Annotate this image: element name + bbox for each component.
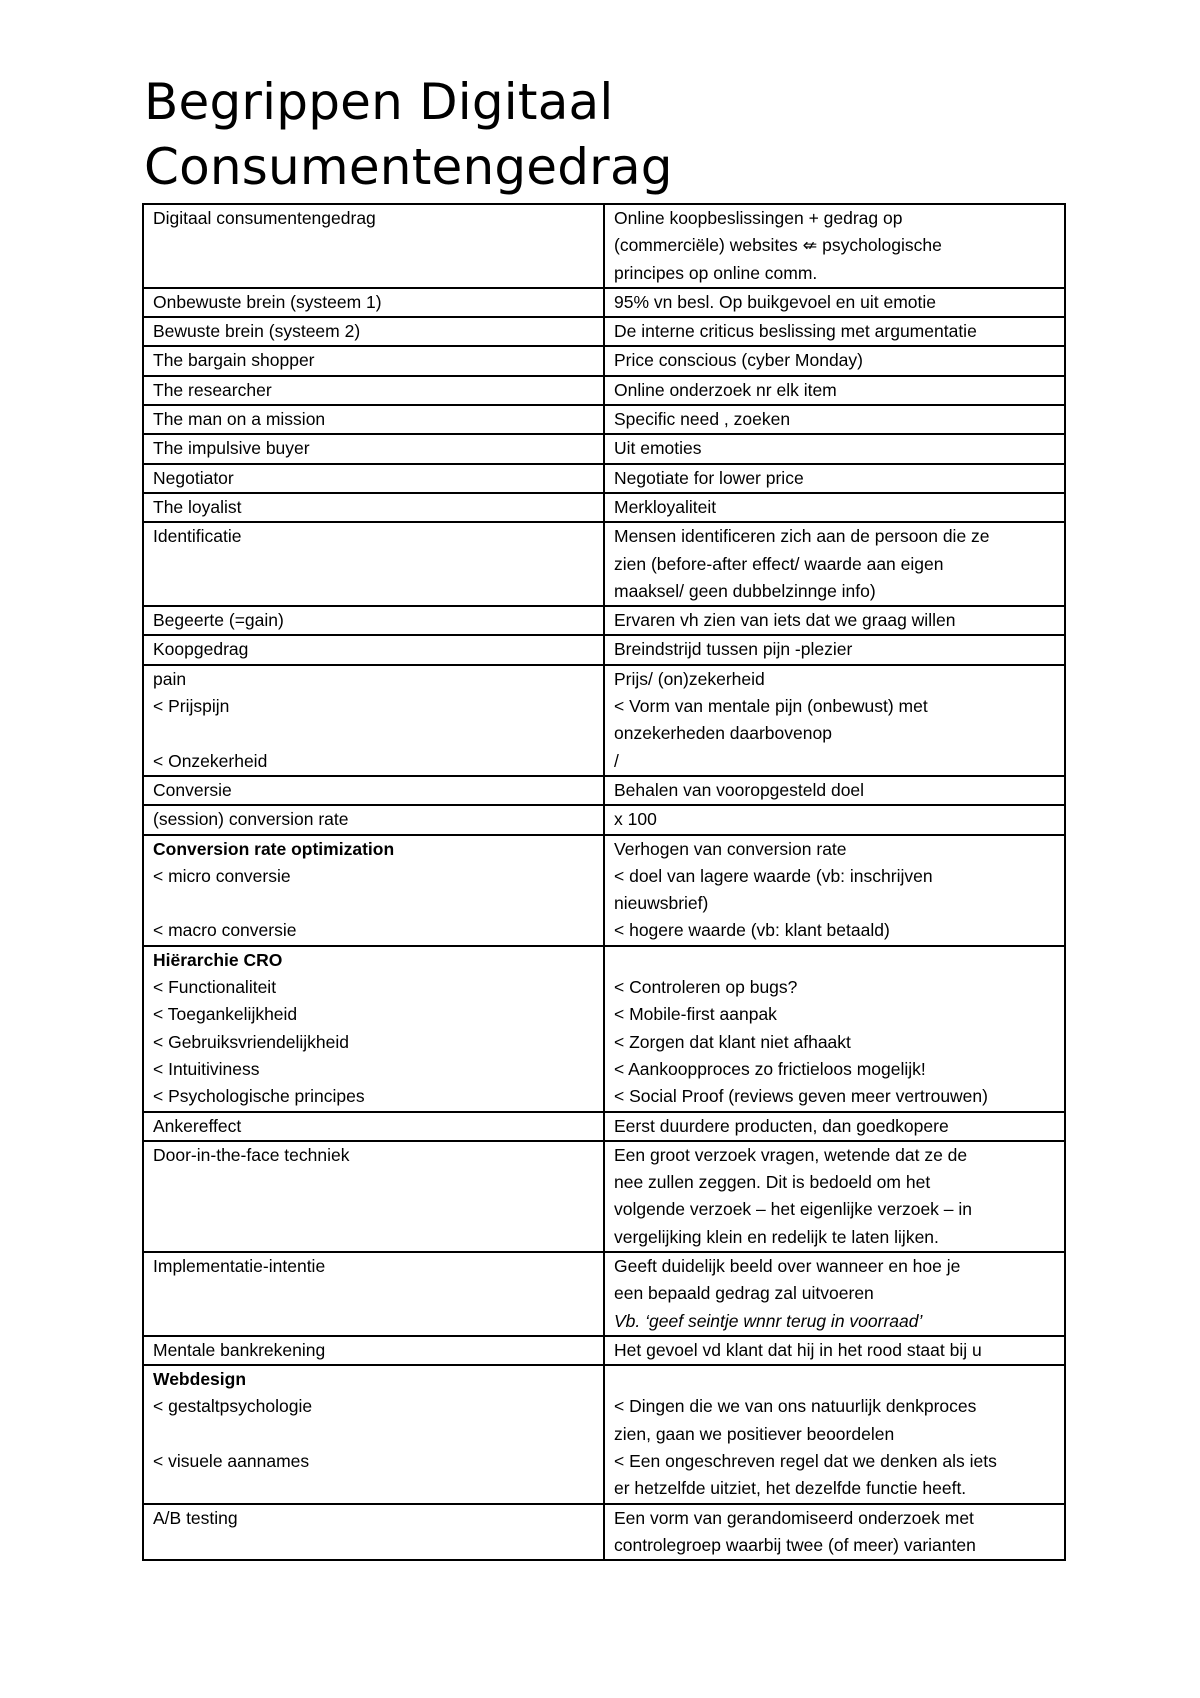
definition-line: onzekerheden daarbovenop xyxy=(614,723,832,744)
definition-line: Online onderzoek nr elk item xyxy=(614,379,837,400)
definition-line: Online koopbeslissingen + gedrag op xyxy=(614,208,903,228)
term-cell xyxy=(143,805,604,834)
definition-cell xyxy=(604,1141,1065,1252)
term-cell xyxy=(143,405,604,434)
definition-line: zien (before-after effect/ waarde aan eigen xyxy=(614,553,944,574)
term-line: Conversie xyxy=(153,779,232,800)
term-line: The bargain shopper xyxy=(153,350,315,371)
title-line: Begrippen Digitaal xyxy=(144,73,614,131)
definition-cell xyxy=(604,493,1065,522)
term-line: A/B testing xyxy=(153,1507,238,1528)
term-line: Onbewuste brein (systeem 1) xyxy=(153,291,382,312)
term-line: Begeerte (=gain) xyxy=(153,610,284,631)
definition-line: Een groot verzoek vragen, wetende dat ze de xyxy=(614,1144,968,1165)
term-cell xyxy=(143,493,604,522)
definition-line: < hogere waarde (vb: klant betaald) xyxy=(614,920,890,941)
definition-line: principes op online comm. xyxy=(614,262,818,283)
definition-line: Prijs/ (on)zekerheid xyxy=(614,668,765,689)
table-row xyxy=(143,204,1065,288)
definition-cell xyxy=(604,1365,1065,1503)
definition-cell xyxy=(604,946,1065,1112)
term-cell xyxy=(143,464,604,493)
term-line: Digitaal consumentengedrag xyxy=(153,208,376,228)
table-row xyxy=(143,1336,1065,1365)
page-title xyxy=(144,70,673,200)
term-line: < micro conversie xyxy=(153,865,291,886)
table-row xyxy=(143,776,1065,805)
definition-line: volgende verzoek – het eigenlijke verzoek – in xyxy=(614,1199,972,1220)
term-cell xyxy=(143,1252,604,1336)
term-line xyxy=(153,720,595,747)
table-row xyxy=(143,522,1065,606)
definition-cell xyxy=(604,405,1065,434)
term-line: Webdesign xyxy=(153,1369,247,1390)
term-line: Negotiator xyxy=(153,467,234,488)
definition-line: < Een ongeschreven regel dat we denken als iets xyxy=(614,1451,997,1472)
term-line: < Functionaliteit xyxy=(153,977,277,998)
definition-line: Breindstrijd tussen pijn -plezier xyxy=(614,639,853,660)
term-line: < macro conversie xyxy=(153,920,297,941)
term-cell xyxy=(143,204,604,288)
table-row xyxy=(143,1252,1065,1336)
definition-line: (commerciële) websites ⇍ psychologische xyxy=(614,235,942,256)
definition-cell xyxy=(604,665,1065,776)
definition-cell xyxy=(604,835,1065,946)
definition-cell xyxy=(604,288,1065,317)
table-row xyxy=(143,317,1065,346)
definition-cell xyxy=(604,1504,1065,1561)
table-row xyxy=(143,1504,1065,1561)
term-cell xyxy=(143,1336,604,1365)
definition-line: Geeft duidelijk beeld over wanneer en hoe je xyxy=(614,1255,961,1276)
definition-line: Uit emoties xyxy=(614,438,702,459)
term-line: < gestaltpsychologie xyxy=(153,1396,313,1417)
term-cell xyxy=(143,946,604,1112)
term-cell xyxy=(143,635,604,664)
term-line: < Onzekerheid xyxy=(153,750,268,771)
term-cell xyxy=(143,376,604,405)
table-row xyxy=(143,464,1065,493)
definition-cell xyxy=(604,317,1065,346)
definition-line: Behalen van vooropgesteld doel xyxy=(614,779,865,800)
definition-line: / xyxy=(614,750,619,771)
definition-cell xyxy=(604,464,1065,493)
definition-line xyxy=(614,1366,1056,1393)
title-line: Consumentengedrag xyxy=(144,138,673,196)
definition-line: Mensen identificeren zich aan de persoon die ze xyxy=(614,526,990,547)
term-line: Implementatie-intentie xyxy=(153,1255,326,1276)
terms-table-body xyxy=(143,204,1065,1560)
term-cell xyxy=(143,606,604,635)
term-cell xyxy=(143,665,604,776)
term-line xyxy=(153,1421,595,1448)
term-line: The impulsive buyer xyxy=(153,438,310,459)
definition-line: Een vorm van gerandomiseerd onderzoek met xyxy=(614,1507,974,1528)
definition-line: er hetzelfde uitziet, het dezelfde functie heeft. xyxy=(614,1478,967,1499)
table-row xyxy=(143,835,1065,946)
definition-cell xyxy=(604,635,1065,664)
definition-line: < Controleren op bugs? xyxy=(614,977,798,998)
definition-line: Merkloyaliteit xyxy=(614,496,717,517)
table-row xyxy=(143,635,1065,664)
term-cell xyxy=(143,1365,604,1503)
term-line: Door-in-the-face techniek xyxy=(153,1144,350,1165)
term-cell xyxy=(143,317,604,346)
definition-cell xyxy=(604,776,1065,805)
term-line: Ankereffect xyxy=(153,1115,242,1136)
definition-line: < Zorgen dat klant niet afhaakt xyxy=(614,1031,851,1052)
definition-cell xyxy=(604,606,1065,635)
table-row xyxy=(143,376,1065,405)
definition-line: Negotiate for lower price xyxy=(614,467,804,488)
term-line: < Toegankelijkheid xyxy=(153,1004,298,1025)
table-row xyxy=(143,946,1065,1112)
definition-cell xyxy=(604,805,1065,834)
table-row xyxy=(143,1141,1065,1252)
definition-line: < Dingen die we van ons natuurlijk denkproces xyxy=(614,1396,977,1417)
definition-line: Verhogen van conversion rate xyxy=(614,838,847,859)
term-line: Bewuste brein (systeem 2) xyxy=(153,321,361,342)
definition-line: nee zullen zeggen. Dit is bedoeld om het xyxy=(614,1172,931,1193)
term-cell xyxy=(143,776,604,805)
definition-cell xyxy=(604,1336,1065,1365)
definition-line: < Vorm van mentale pijn (onbewust) met xyxy=(614,696,928,717)
definition-cell xyxy=(604,434,1065,463)
term-line: pain xyxy=(153,668,187,689)
definition-cell xyxy=(604,522,1065,606)
term-cell xyxy=(143,522,604,606)
definition-line: Ervaren vh zien van iets dat we graag willen xyxy=(614,610,956,631)
term-cell xyxy=(143,1112,604,1141)
definition-line: < Social Proof (reviews geven meer vertrouwen) xyxy=(614,1086,988,1107)
definition-cell xyxy=(604,1112,1065,1141)
terms-table xyxy=(142,203,1066,1561)
term-cell xyxy=(143,288,604,317)
definition-line: maaksel/ geen dubbelzinnge info) xyxy=(614,580,876,601)
term-line: < Gebruiksvriendelijkheid xyxy=(153,1031,350,1052)
definition-line xyxy=(614,947,1056,974)
term-line: The researcher xyxy=(153,379,272,400)
definition-line: < Mobile-first aanpak xyxy=(614,1004,777,1025)
term-line: Koopgedrag xyxy=(153,639,249,660)
definition-line: Het gevoel vd klant dat hij in het rood staat bij u xyxy=(614,1339,982,1360)
term-line: < Intuitiviness xyxy=(153,1058,260,1079)
term-cell xyxy=(143,434,604,463)
definition-cell xyxy=(604,204,1065,288)
term-line: (session) conversion rate xyxy=(153,809,349,830)
term-line: < visuele aannames xyxy=(153,1451,310,1472)
definition-line: < Aankoopproces zo frictieloos mogelijk! xyxy=(614,1058,926,1079)
term-line: The man on a mission xyxy=(153,409,326,430)
definition-line: zien, gaan we positiever beoordelen xyxy=(614,1423,895,1444)
term-cell xyxy=(143,346,604,375)
definition-line: een bepaald gedrag zal uitvoeren xyxy=(614,1283,874,1304)
term-cell xyxy=(143,1141,604,1252)
definition-line: Eerst duurdere producten, dan goedkopere xyxy=(614,1115,949,1136)
definition-line: De interne criticus beslissing met argumentatie xyxy=(614,321,977,342)
definition-line: vergelijking klein en redelijk te laten lijken. xyxy=(614,1226,939,1247)
table-row xyxy=(143,346,1065,375)
term-line: < Psychologische principes xyxy=(153,1086,365,1107)
definition-cell xyxy=(604,376,1065,405)
table-row xyxy=(143,405,1065,434)
table-row xyxy=(143,805,1065,834)
term-line: Identificatie xyxy=(153,526,242,547)
definition-line: Vb. ‘geef seintje wnnr terug in voorraad’ xyxy=(614,1310,923,1331)
table-row xyxy=(143,493,1065,522)
term-cell xyxy=(143,835,604,946)
term-line: The loyalist xyxy=(153,496,242,517)
definition-cell xyxy=(604,1252,1065,1336)
table-row xyxy=(143,606,1065,635)
term-line: Mentale bankrekening xyxy=(153,1339,326,1360)
term-line xyxy=(153,890,595,917)
definition-line: 95% vn besl. Op buikgevoel en uit emotie xyxy=(614,291,936,312)
definition-line: < doel van lagere waarde (vb: inschrijven xyxy=(614,865,933,886)
term-cell xyxy=(143,1504,604,1561)
definition-line: x 100 xyxy=(614,809,657,830)
table-row xyxy=(143,434,1065,463)
definition-line: Price conscious (cyber Monday) xyxy=(614,350,863,371)
term-line: Conversion rate optimization xyxy=(153,838,395,859)
table-row xyxy=(143,288,1065,317)
definition-line: Specific need , zoeken xyxy=(614,409,791,430)
table-row xyxy=(143,1112,1065,1141)
table-row xyxy=(143,1365,1065,1503)
term-line: Hiërarchie CRO xyxy=(153,949,283,970)
definition-line: controlegroep waarbij twee (of meer) varianten xyxy=(614,1534,976,1555)
table-row xyxy=(143,665,1065,776)
term-line: < Prijspijn xyxy=(153,696,230,717)
definition-line: nieuwsbrief) xyxy=(614,893,709,914)
definition-cell xyxy=(604,346,1065,375)
